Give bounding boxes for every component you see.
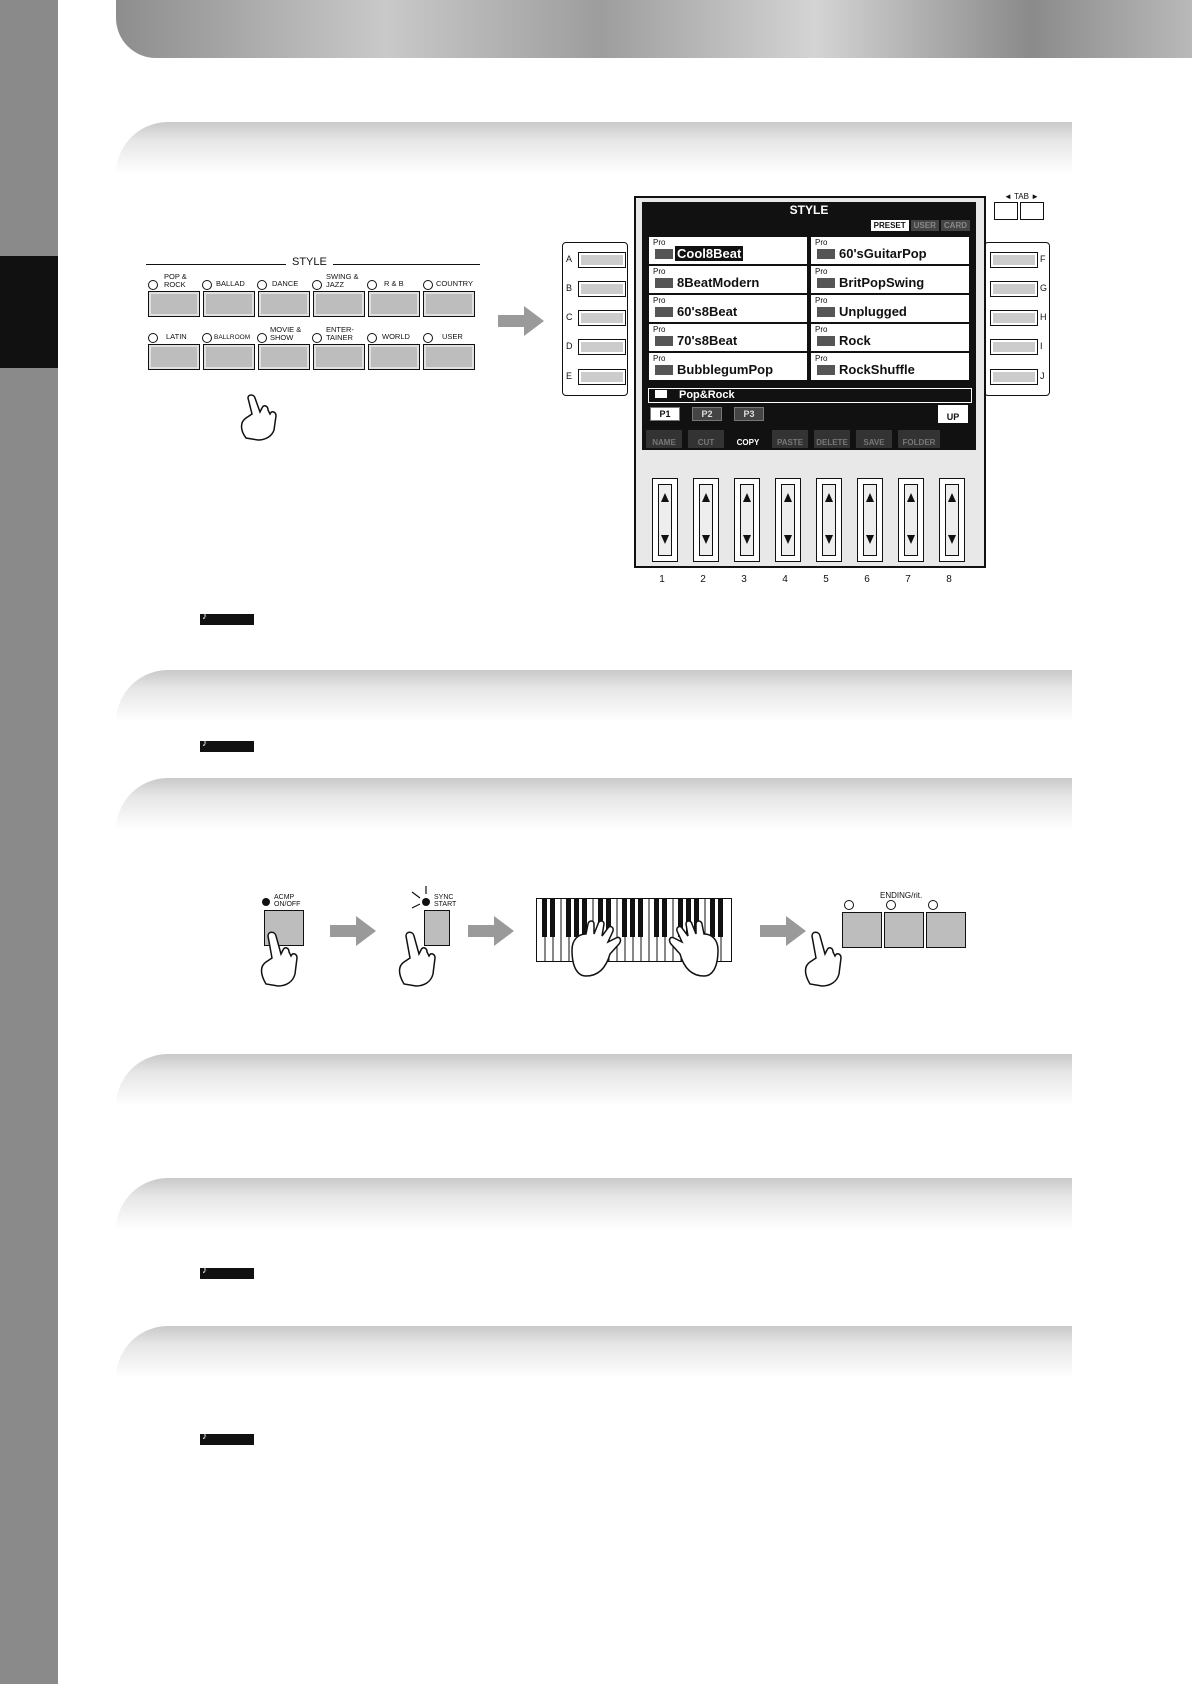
note-tag: ♪ — [200, 1268, 254, 1279]
style-button-rnb[interactable] — [368, 291, 420, 317]
lcd-panel — [634, 196, 986, 568]
updown-button-8[interactable] — [939, 478, 965, 562]
style-led — [148, 280, 158, 290]
note-tag: ♪ — [200, 741, 254, 752]
ending-label: ENDING/rit. — [880, 891, 923, 900]
cmd-folder[interactable]: FOLDER — [898, 430, 940, 448]
style-led — [367, 333, 377, 343]
style-led — [367, 280, 377, 290]
button-number: 3 — [741, 574, 747, 585]
button-j[interactable] — [990, 369, 1038, 385]
style-label: MOVIE & SHOW — [270, 325, 302, 342]
button-number: 1 — [659, 574, 665, 585]
ending-led — [844, 900, 854, 910]
pro-tag: Pro — [653, 238, 666, 247]
style-button-swing-jazz[interactable] — [313, 291, 365, 317]
button-number: 5 — [823, 574, 829, 585]
hand-pointer-icon — [258, 928, 298, 988]
style-icon — [655, 365, 673, 375]
style-label: R & B — [384, 279, 404, 288]
ending-button-3[interactable] — [926, 912, 966, 948]
style-name: 60's8Beat — [677, 304, 738, 319]
style-led — [257, 333, 267, 343]
ending-button-1[interactable] — [842, 912, 882, 948]
step-bar-1 — [116, 122, 1072, 174]
style-icon — [655, 307, 673, 317]
style-led — [148, 333, 158, 343]
button-label-i: I — [1040, 341, 1043, 351]
tab-left-button[interactable] — [994, 202, 1018, 220]
button-label-b: B — [566, 283, 573, 293]
style-button-latin[interactable] — [148, 344, 200, 370]
pro-tag: Pro — [815, 267, 828, 276]
style-item[interactable] — [810, 352, 970, 381]
style-name: RockShuffle — [839, 362, 915, 377]
button-number: 7 — [905, 574, 911, 585]
pro-tag: Pro — [653, 354, 666, 363]
style-name: 70's8Beat — [677, 333, 738, 348]
button-label-e: E — [566, 371, 573, 381]
cmd-cut[interactable]: CUT — [688, 430, 724, 448]
style-label: DANCE — [272, 279, 299, 288]
pro-tag: Pro — [653, 267, 666, 276]
button-number: 2 — [700, 574, 706, 585]
button-a[interactable] — [578, 252, 626, 268]
style-label: BALLAD — [216, 279, 245, 288]
ending-led — [886, 900, 896, 910]
style-item[interactable] — [810, 265, 970, 294]
button-c[interactable] — [578, 310, 626, 326]
button-label-h: H — [1040, 312, 1047, 322]
style-label: USER — [442, 332, 463, 341]
style-name: 8BeatModern — [677, 275, 760, 290]
style-button-ballroom[interactable] — [203, 344, 255, 370]
button-i[interactable] — [990, 339, 1038, 355]
updown-button-5[interactable] — [816, 478, 842, 562]
button-label-f: F — [1040, 254, 1046, 264]
page-p2[interactable]: P2 — [692, 407, 722, 421]
style-item[interactable] — [810, 323, 970, 352]
style-icon — [655, 278, 673, 288]
style-item[interactable] — [648, 352, 808, 381]
style-led — [423, 280, 433, 290]
lcd-title: STYLE — [789, 203, 829, 217]
folder-name: Pop&Rock — [679, 389, 735, 401]
hand-pointer-icon — [802, 928, 842, 988]
folder-bar — [648, 388, 972, 403]
style-icon — [655, 249, 673, 259]
side-strip — [0, 0, 58, 1684]
lcd-screen — [642, 202, 976, 450]
style-label: LATIN — [166, 332, 187, 341]
step-bar-4 — [116, 1054, 1072, 1106]
button-label-j: J — [1040, 371, 1045, 381]
ending-button-2[interactable] — [884, 912, 924, 948]
button-g[interactable] — [990, 281, 1038, 297]
style-led — [312, 333, 322, 343]
style-label: COUNTRY — [436, 279, 473, 288]
sync-start-label: SYNC START — [434, 894, 457, 908]
left-hand-icon — [566, 920, 626, 980]
style-item[interactable] — [810, 294, 970, 323]
note-tag: ♪ — [200, 614, 254, 625]
style-name: BubblegumPop — [677, 362, 774, 377]
style-button-user[interactable] — [423, 344, 475, 370]
button-e[interactable] — [578, 369, 626, 385]
pro-tag: Pro — [653, 325, 666, 334]
style-button-world[interactable] — [368, 344, 420, 370]
style-name: BritPopSwing — [839, 275, 925, 290]
style-button-movie-show[interactable] — [258, 344, 310, 370]
cmd-copy[interactable]: COPY — [730, 430, 766, 448]
style-panel — [146, 256, 480, 376]
arrow-right-icon — [498, 306, 544, 336]
style-label: POP & ROCK — [164, 272, 187, 289]
tab-preset[interactable]: PRESET — [871, 220, 909, 231]
style-icon — [817, 365, 835, 375]
page-p1[interactable]: P1 — [650, 407, 680, 421]
button-number: 6 — [864, 574, 870, 585]
button-label-a: A — [566, 254, 573, 264]
style-led — [202, 333, 212, 343]
step-bar-3 — [116, 778, 1072, 830]
style-label: WORLD — [382, 332, 410, 341]
style-icon — [817, 307, 835, 317]
updown-button-2[interactable] — [693, 478, 719, 562]
style-led — [312, 280, 322, 290]
up-button[interactable]: UP — [938, 405, 968, 423]
step-bar-6 — [116, 1326, 1072, 1378]
arrow-right-icon — [330, 916, 376, 946]
style-icon — [817, 249, 835, 259]
step-bar-2 — [116, 670, 1072, 722]
style-item[interactable] — [648, 323, 808, 352]
button-label-c: C — [566, 312, 573, 322]
page-p3[interactable]: P3 — [734, 407, 764, 421]
updown-button-6[interactable] — [857, 478, 883, 562]
style-button-pop-rock[interactable] — [148, 291, 200, 317]
pro-tag: Pro — [815, 325, 828, 334]
style-button-ballad[interactable] — [203, 291, 255, 317]
style-led — [423, 333, 433, 343]
button-b[interactable] — [578, 281, 626, 297]
lcd-tab-bar — [871, 220, 970, 231]
button-number: 4 — [782, 574, 788, 585]
style-name: Rock — [839, 333, 871, 348]
style-button-dance[interactable] — [258, 291, 310, 317]
style-name: Unplugged — [839, 304, 907, 319]
style-item[interactable] — [648, 236, 808, 265]
hand-pointer-icon — [238, 392, 278, 442]
pro-tag: Pro — [653, 296, 666, 305]
note-tag: ♪ — [200, 1434, 254, 1445]
folder-icon — [655, 390, 667, 398]
pro-tag: Pro — [815, 354, 828, 363]
button-number: 8 — [946, 574, 952, 585]
style-led — [202, 280, 212, 290]
button-label-d: D — [566, 341, 573, 351]
style-button-country[interactable] — [423, 291, 475, 317]
updown-button-1[interactable] — [652, 478, 678, 562]
pro-tag: Pro — [815, 296, 828, 305]
button-f[interactable] — [990, 252, 1038, 268]
style-label: ENTER- TAINER — [326, 325, 354, 342]
acmp-led — [262, 898, 270, 906]
cmd-delete[interactable]: DELETE — [814, 430, 850, 448]
ending-led — [928, 900, 938, 910]
chapter-tab — [0, 256, 58, 368]
right-hand-icon — [664, 920, 724, 980]
hand-pointer-icon — [396, 928, 436, 988]
style-item[interactable] — [810, 236, 970, 265]
style-name: 60'sGuitarPop — [839, 246, 927, 261]
step-bar-5 — [116, 1178, 1072, 1230]
style-button-entertainer[interactable] — [313, 344, 365, 370]
cmd-save[interactable]: SAVE — [856, 430, 892, 448]
style-icon — [817, 278, 835, 288]
style-label: SWING & JAZZ — [326, 272, 359, 289]
style-led — [257, 280, 267, 290]
tab-right-button[interactable] — [1020, 202, 1044, 220]
cmd-name[interactable]: NAME — [646, 430, 682, 448]
updown-button-4[interactable] — [775, 478, 801, 562]
style-panel-title: STYLE — [286, 256, 333, 268]
style-icon — [817, 336, 835, 346]
style-icon — [655, 336, 673, 346]
cmd-paste[interactable]: PASTE — [772, 430, 808, 448]
arrow-right-icon — [760, 916, 806, 946]
updown-button-3[interactable] — [734, 478, 760, 562]
style-item[interactable] — [648, 265, 808, 294]
button-d[interactable] — [578, 339, 626, 355]
button-h[interactable] — [990, 310, 1038, 326]
tab-card[interactable]: CARD — [941, 220, 970, 231]
arrow-right-icon — [468, 916, 514, 946]
updown-button-7[interactable] — [898, 478, 924, 562]
header-banner — [116, 0, 1192, 58]
style-item[interactable] — [648, 294, 808, 323]
style-label: BALLROOM — [214, 334, 251, 341]
style-name: Cool8Beat — [677, 246, 742, 261]
pro-tag: Pro — [815, 238, 828, 247]
tab-label: ◄ TAB ► — [1004, 192, 1040, 201]
tab-user[interactable]: USER — [911, 220, 939, 231]
button-label-g: G — [1040, 283, 1048, 293]
acmp-label: ACMP ON/OFF — [274, 894, 301, 908]
